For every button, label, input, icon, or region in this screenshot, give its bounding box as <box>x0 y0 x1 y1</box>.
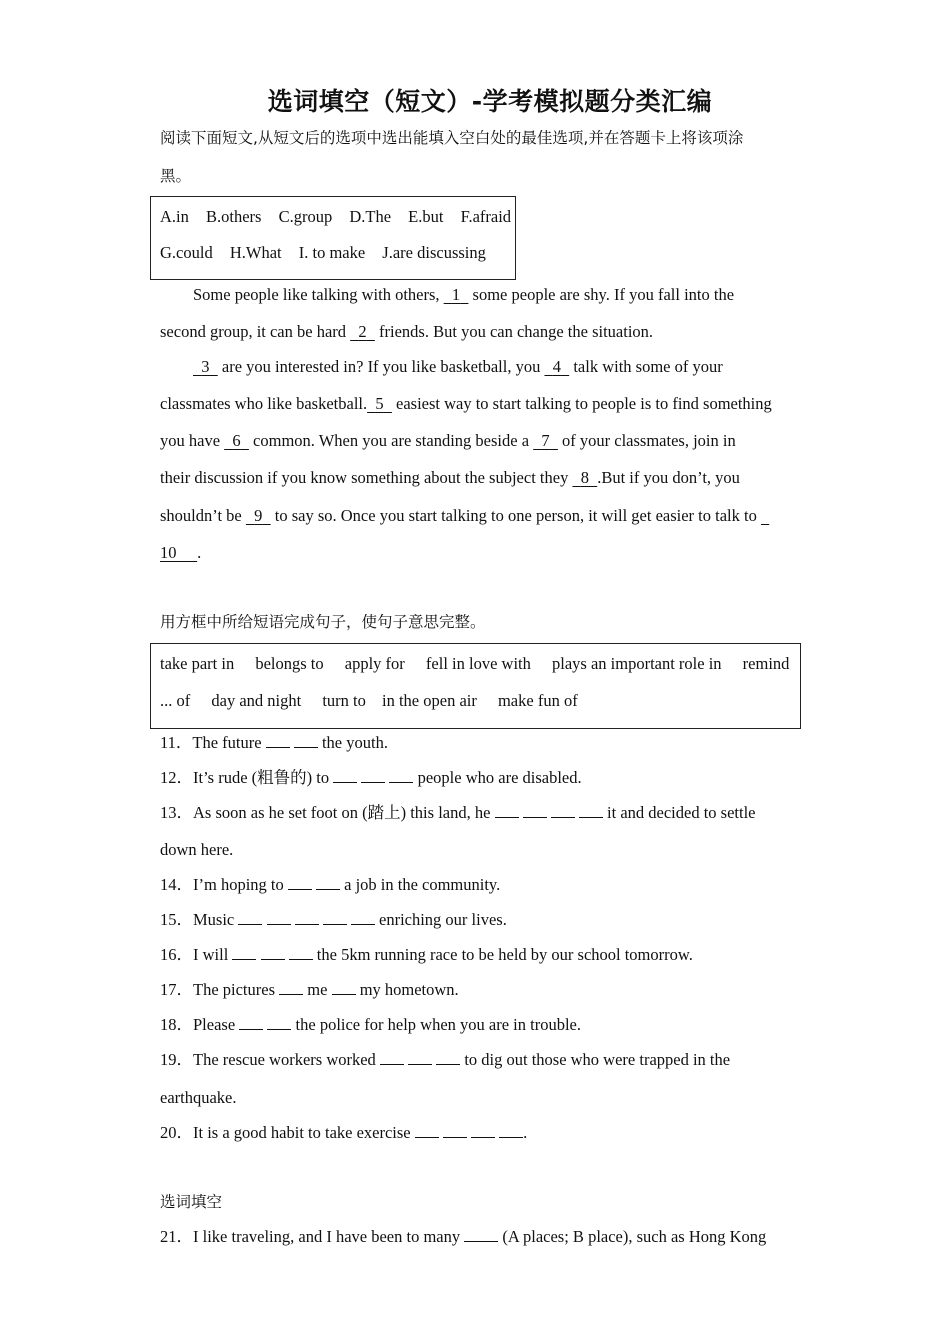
passage-text: easiest way to start talking to people is to find something <box>391 394 772 413</box>
question-text: my hometown. <box>355 980 459 999</box>
answer-blank[interactable] <box>471 1123 495 1138</box>
passage-text: you have <box>160 431 225 450</box>
blank-number: 3 <box>201 357 210 376</box>
passage-text: to say so. Once you start talking to one person, it will get easier to talk to <box>270 506 761 525</box>
question-20 <box>160 1123 527 1143</box>
question-text: (A places; B place), such as Hong Kong <box>498 1227 767 1246</box>
phrase: in the open air <box>382 691 477 710</box>
question-16 <box>160 945 693 965</box>
question-text: Please <box>193 1015 240 1034</box>
phrases-row-1 <box>160 654 789 674</box>
answer-blank[interactable] <box>323 910 347 925</box>
option-c: C.group <box>278 207 333 226</box>
answer-blank[interactable] <box>294 733 318 748</box>
passage-text: their discussion if you know something about the subject they <box>160 468 573 487</box>
question-15 <box>160 910 507 930</box>
question-number: 21． <box>160 1227 193 1246</box>
question-number: 12． <box>160 768 193 787</box>
question-12 <box>160 768 582 788</box>
passage-text: some people are shy. If you fall into the <box>468 285 735 304</box>
option-e: E.but <box>408 207 444 226</box>
answer-blank[interactable] <box>238 910 262 925</box>
question-number: 18． <box>160 1015 193 1034</box>
passage-text: talk with some of your <box>569 357 723 376</box>
question-number: 17． <box>160 980 193 999</box>
option-h: H.What <box>229 243 282 262</box>
passage-text: shouldn’t be <box>160 506 246 525</box>
phrase: plays an important role in <box>552 654 722 673</box>
answer-blank[interactable] <box>267 1015 291 1030</box>
passage-line <box>160 394 772 414</box>
question-text: the police for help when you are in trouble. <box>291 1015 581 1034</box>
question-text: The rescue workers worked <box>193 1050 380 1069</box>
answer-blank[interactable] <box>288 875 312 890</box>
passage-text: . <box>197 543 202 562</box>
question-text: Music <box>193 910 239 929</box>
question-text: I will <box>193 945 233 964</box>
page-title: 选词填空（短文）-学考模拟题分类汇编 <box>267 87 713 116</box>
blank-number: 1 <box>451 285 461 304</box>
question-19 <box>160 1050 730 1070</box>
phrase: belongs to <box>255 654 324 673</box>
passage-text: classmates who like basketball. <box>160 394 368 413</box>
question-19-continued: earthquake. <box>160 1088 237 1107</box>
option-d: D.The <box>349 207 392 226</box>
options-row-2 <box>160 243 499 263</box>
blank-10 <box>160 543 197 562</box>
question-13-continued: down here. <box>160 840 234 859</box>
passage-line <box>160 431 736 451</box>
question-text: me <box>303 980 332 999</box>
instruction-line-1: 阅读下面短文,从短文后的选项中选出能填入空白处的最佳选项,并在答题卡上将该项涂 <box>160 129 744 147</box>
answer-blank[interactable] <box>267 910 291 925</box>
answer-blank[interactable] <box>279 980 303 995</box>
question-number: 14． <box>160 875 193 894</box>
blank-5 <box>367 394 392 413</box>
answer-blank[interactable] <box>523 803 547 818</box>
answer-blank[interactable] <box>415 1123 439 1138</box>
blank-number: 5 <box>375 394 384 413</box>
phrase: fell in love with <box>425 654 531 673</box>
passage-text: are you interested in? If you like basketball, you <box>217 357 545 376</box>
question-17 <box>160 980 459 1000</box>
answer-blank[interactable] <box>408 1050 432 1065</box>
question-text: The pictures <box>193 980 280 999</box>
question-text: enriching our lives. <box>374 910 507 929</box>
passage-text: friends. But you can change the situation. <box>374 322 654 341</box>
options-row-1 <box>160 207 524 227</box>
question-text: it and decided to settle <box>602 803 756 822</box>
option-b: B.others <box>206 207 262 226</box>
answer-blank[interactable] <box>464 1227 498 1242</box>
question-text: I like traveling, and I have been to many <box>193 1227 465 1246</box>
answer-blank[interactable] <box>295 910 319 925</box>
phrase: day and night <box>211 691 302 710</box>
blank-1 <box>444 285 469 304</box>
blank-8 <box>572 468 597 487</box>
instruction-line-2: 黑。 <box>160 167 192 185</box>
section3-heading: 选词填空 <box>160 1193 223 1211</box>
question-18 <box>160 1015 581 1035</box>
question-text: a job in the community. <box>340 875 501 894</box>
answer-blank[interactable] <box>361 768 385 783</box>
option-g: G.could <box>160 243 213 262</box>
option-j: J.are discussing <box>382 243 486 262</box>
answer-blank[interactable] <box>443 1123 467 1138</box>
passage-line <box>160 506 769 526</box>
phrase: make fun of <box>497 691 578 710</box>
section2-instruction: 用方框中所给短语完成句子，使句子意思完整。 <box>160 613 486 631</box>
passage-line <box>160 543 201 563</box>
blank-6 <box>224 431 249 450</box>
blank-number: 4 <box>552 357 561 376</box>
question-text: the 5km running race to be held by our school tomorrow. <box>312 945 693 964</box>
question-number: 16． <box>160 945 193 964</box>
passage-text: of your classmates, join in <box>557 431 736 450</box>
question-text: the youth. <box>317 733 388 752</box>
passage-text: .But if you don’t, you <box>597 468 740 487</box>
phrase: apply for <box>344 654 405 673</box>
question-13 <box>160 803 756 823</box>
question-number: 11． <box>160 733 193 752</box>
blank-3 <box>193 357 218 376</box>
passage-line <box>160 322 653 342</box>
question-text: people who are disabled. <box>413 768 582 787</box>
phrase: take part in <box>160 654 235 673</box>
answer-blank[interactable] <box>351 910 375 925</box>
question-text: I’m hoping to <box>193 875 288 894</box>
answer-blank[interactable] <box>266 733 290 748</box>
blank-4 <box>544 357 569 376</box>
option-i: I. to make <box>298 243 366 262</box>
blank-2 <box>350 322 375 341</box>
question-text: . <box>523 1123 528 1142</box>
option-f: F.afraid <box>460 207 512 226</box>
phrase: turn to <box>322 691 366 710</box>
answer-blank[interactable] <box>316 875 340 890</box>
question-text: It is a good habit to take exercise <box>193 1123 415 1142</box>
blank-10-start <box>761 506 769 525</box>
phrases-row-2 <box>160 691 578 711</box>
question-number: 15． <box>160 910 193 929</box>
question-14 <box>160 875 500 895</box>
answer-blank[interactable] <box>436 1050 460 1065</box>
question-text: The future <box>192 733 266 752</box>
question-text: It’s rude (粗鲁的) to <box>193 768 334 787</box>
blank-number: 2 <box>358 322 367 341</box>
question-number: 20． <box>160 1123 193 1142</box>
question-21 <box>160 1227 766 1247</box>
blank-number: 10 <box>160 543 177 562</box>
blank-7 <box>533 431 558 450</box>
answer-blank[interactable] <box>499 1123 523 1138</box>
answer-blank[interactable] <box>579 803 603 818</box>
blank-9 <box>246 506 271 525</box>
answer-blank[interactable] <box>551 803 575 818</box>
question-number: 19． <box>160 1050 193 1069</box>
option-a: A.in <box>160 207 189 226</box>
answer-blank[interactable] <box>239 1015 263 1030</box>
question-text: to dig out those who were trapped in the <box>460 1050 731 1069</box>
answer-blank[interactable] <box>332 980 356 995</box>
blank-number: 8 <box>580 468 589 487</box>
answer-blank[interactable] <box>495 803 519 818</box>
passage-line <box>193 285 734 305</box>
answer-blank[interactable] <box>389 768 413 783</box>
passage-text: Some people like talking with others, <box>193 285 444 304</box>
passage-line <box>160 468 740 488</box>
passage-line <box>193 357 723 377</box>
question-11 <box>160 733 388 753</box>
answer-blank[interactable] <box>380 1050 404 1065</box>
answer-blank[interactable] <box>333 768 357 783</box>
answer-blank[interactable] <box>289 945 313 960</box>
blank-number: 7 <box>541 431 550 450</box>
blank-number: 9 <box>254 506 263 525</box>
phrase: remind <box>742 654 790 673</box>
passage-text: second group, it can be hard <box>160 322 351 341</box>
passage-text: common. When you are standing beside a <box>248 431 534 450</box>
answer-blank[interactable] <box>232 945 256 960</box>
question-text: As soon as he set foot on (踏上) this land, he <box>193 803 495 822</box>
question-number: 13． <box>160 803 193 822</box>
answer-blank[interactable] <box>261 945 285 960</box>
blank-number: 6 <box>232 431 241 450</box>
phrase: ... of <box>160 691 191 710</box>
